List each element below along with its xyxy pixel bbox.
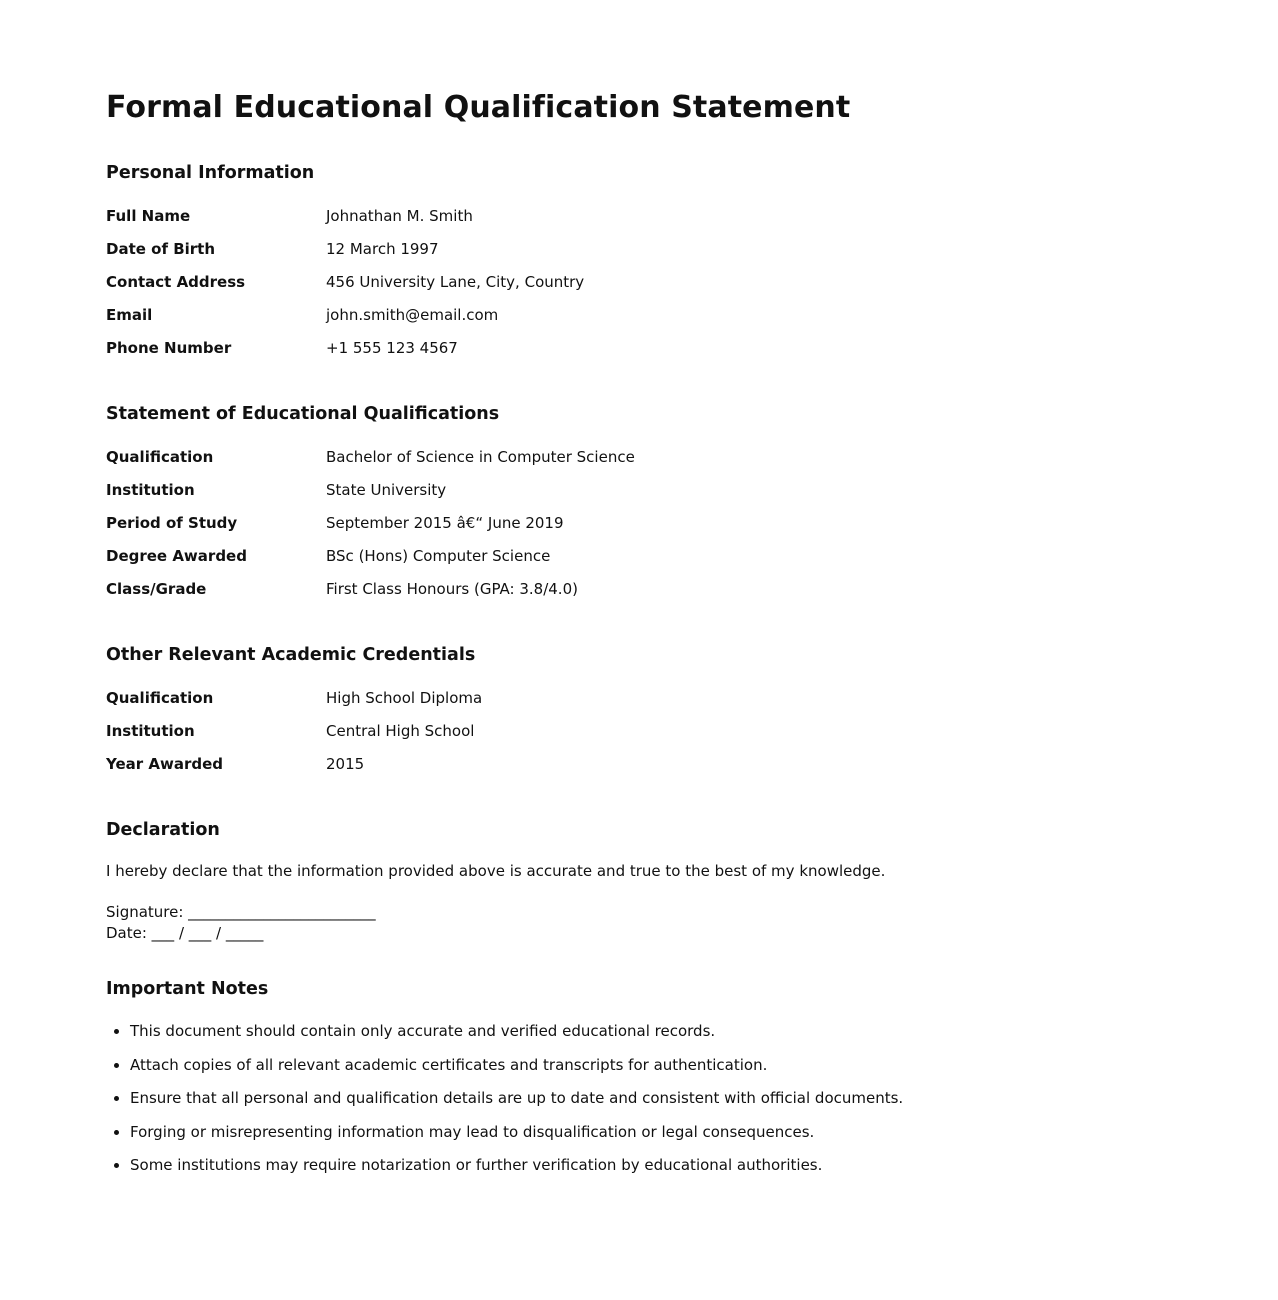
list-item: • Attach copies of all relevant academic certificates and transcripts for authentication. [130,1055,1206,1075]
institution-label: Institution [106,480,195,499]
table-row [106,298,584,331]
class-grade-value: First Class Honours (GPA: 3.8/4.0) [326,579,578,598]
email-value: john.smith@email.com [326,305,499,324]
document-title: Formal Educational Qualification Statement [106,90,851,125]
signature-line: Signature: _________________________ [106,903,376,921]
signature-block [106,902,1206,944]
qualification-value: Bachelor of Science in Computer Science [326,447,635,466]
contact-address-value: 456 University Lane, City, Country [326,272,585,291]
declaration-section [106,818,1206,944]
important-notes-heading: Important Notes [106,979,269,999]
declaration-text: I hereby declare that the information provided above is accurate and true to the best of my knowledge. [106,862,886,880]
date-of-birth-label: Date of Birth [106,239,216,258]
full-name-label: Full Name [106,206,191,225]
other-credentials-section [106,643,1206,780]
table-row [106,265,584,298]
period-of-study-label: Period of Study [106,513,238,532]
important-notes-list [106,1021,1206,1175]
educational-qualifications-section [106,402,1206,605]
table-row [106,232,584,265]
contact-address-label: Contact Address [106,272,246,291]
institution-value: Central High School [326,721,475,740]
full-name-value: Johnathan M. Smith [326,206,473,225]
qualification-value: High School Diploma [326,688,483,707]
year-awarded-label: Year Awarded [106,754,224,773]
period-of-study-value: September 2015 â€“ June 2019 [326,513,564,532]
email-label: Email [106,305,153,324]
table-row [106,506,635,539]
date-of-birth-value: 12 March 1997 [326,239,439,258]
phone-number-label: Phone Number [106,338,232,357]
table-row [106,747,482,780]
other-credentials-table [106,681,482,780]
table-row [106,714,482,747]
table-row [106,572,635,605]
table-row [106,681,482,714]
list-item: • Ensure that all personal and qualification details are up to date and consistent with official documents. [130,1088,1206,1108]
personal-information-section [106,161,1206,364]
list-item: • This document should contain only accurate and verified educational records. [130,1021,1206,1041]
table-row [106,331,584,364]
institution-value: State University [326,480,447,499]
degree-awarded-value: BSc (Hons) Computer Science [326,546,551,565]
table-row [106,473,635,506]
table-row [106,539,635,572]
table-row [106,199,584,232]
qualification-label: Qualification [106,688,214,707]
phone-number-value: +1 555 123 4567 [326,338,458,357]
qualification-label: Qualification [106,447,214,466]
personal-information-heading: Personal Information [106,163,315,183]
other-credentials-heading: Other Relevant Academic Credentials [106,645,476,665]
year-awarded-value: 2015 [326,754,365,773]
personal-information-table [106,199,584,364]
date-line: Date: ___ / ___ / _____ [106,924,264,942]
important-notes-section [106,977,1206,1175]
class-grade-label: Class/Grade [106,579,207,598]
institution-label: Institution [106,721,195,740]
list-item: • Some institutions may require notarization or further verification by educational authorities. [130,1155,1206,1175]
degree-awarded-label: Degree Awarded [106,546,247,565]
educational-qualifications-table [106,440,635,605]
list-item: • Forging or misrepresenting information may lead to disqualification or legal consequences. [130,1122,1206,1142]
declaration-heading: Declaration [106,820,220,840]
educational-qualifications-heading: Statement of Educational Qualifications [106,404,500,424]
table-row [106,440,635,473]
